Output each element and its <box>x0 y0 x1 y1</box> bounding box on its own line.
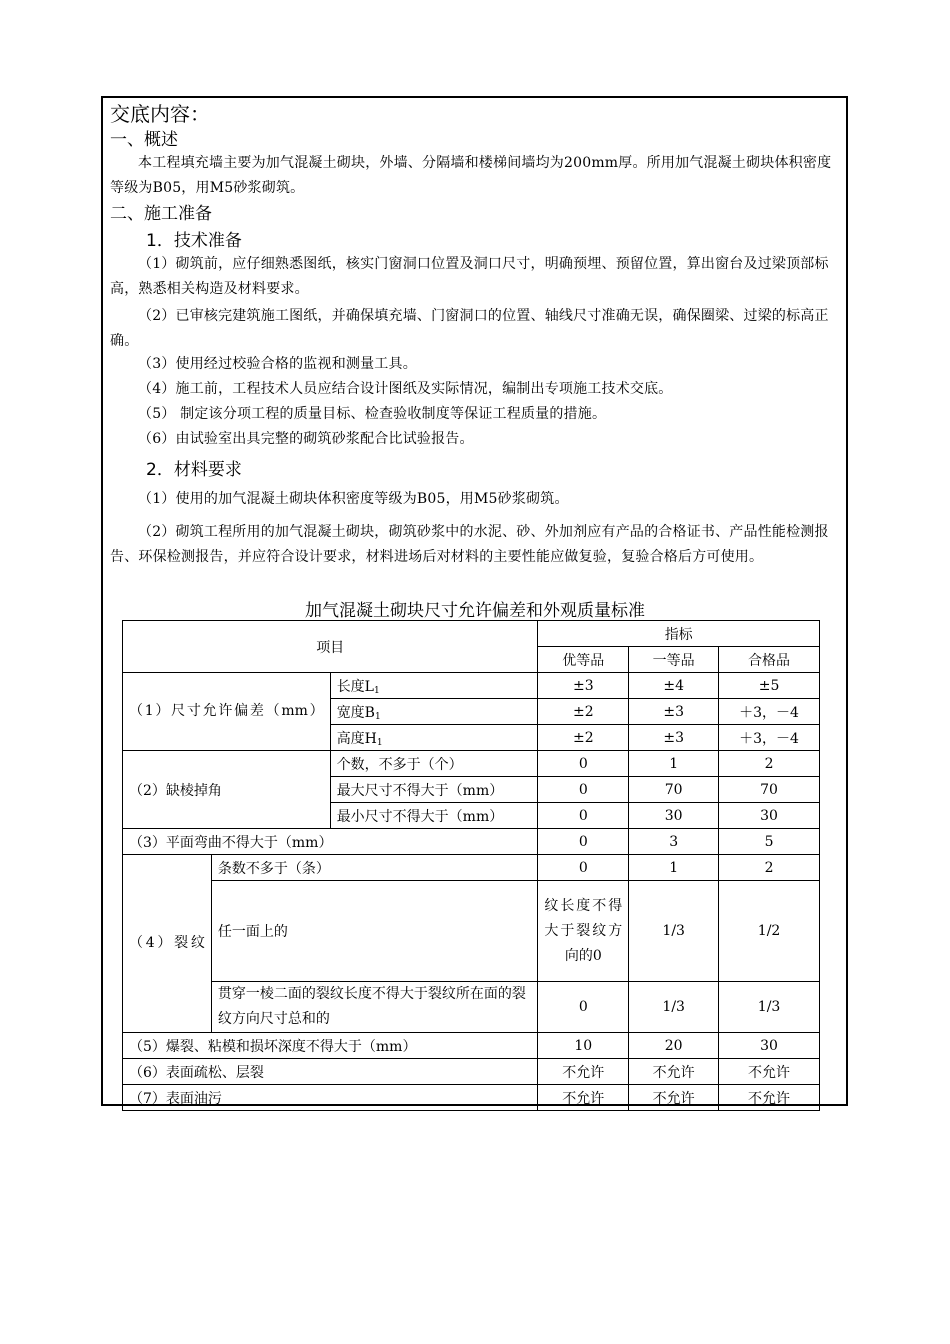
table-cell: 不允许 <box>538 1085 629 1111</box>
section1-title: 一、概述 <box>110 130 178 150</box>
material-title: 2．材料要求 <box>146 460 242 480</box>
tech-prep-title: 1．技术准备 <box>146 231 242 251</box>
table-cell: 0 <box>538 803 629 829</box>
header-label: 交底内容： <box>110 102 210 126</box>
tech-item-5: （5） 制定该分项工程的质量目标、检查验收制度等保证工程质量的措施。 <box>138 406 607 422</box>
table-row <box>123 673 820 699</box>
tech-item-6: （6）由试验室出具完整的砌筑砂浆配合比试验报告。 <box>138 431 474 447</box>
table-cell: 0 <box>538 777 629 803</box>
table-cell: 0 <box>538 855 629 881</box>
table-cell: 70 <box>629 777 719 803</box>
table-cell: 2 <box>719 751 820 777</box>
table-cell: 不允许 <box>629 1085 719 1111</box>
tech-item-2: （2）已审核完建筑施工图纸，并确保填充墙、门窗洞口的位置、轴线尺寸准确无误，确保圈梁、过梁的标高正确。 <box>110 308 829 349</box>
item-name: 最大尺寸不得大于（mm） <box>330 777 538 803</box>
item-name: （5）爆裂、粘模和损坏深度不得大于（mm） <box>123 1033 538 1059</box>
grade-first: 一等品 <box>629 647 719 673</box>
table-cell: ＋3，－4 <box>719 725 820 751</box>
tech-item-1: （1）砌筑前，应仔细熟悉图纸，核实门窗洞口位置及洞口尺寸，明确预埋、预留位置，算出窗台及过梁顶部标高，熟悉相关构造及材料要求。 <box>110 256 829 297</box>
table-cell: ±2 <box>538 725 629 751</box>
table-cell: ±3 <box>538 673 629 699</box>
table-cell: 1/3 <box>629 881 719 982</box>
table-cell: 30 <box>719 803 820 829</box>
table-cell: 3 <box>629 829 719 855</box>
item-name: 宽度$B_1$ <box>330 699 538 725</box>
item-name: 长度$L_1$ <box>330 673 538 699</box>
table-cell: 不允许 <box>719 1085 820 1111</box>
grade-qualified: 合格品 <box>719 647 820 673</box>
item-name: （6）表面疏松、层裂 <box>123 1059 538 1085</box>
group4-label: （4）裂纹 <box>123 855 212 1033</box>
item-name: （7）表面油污 <box>123 1085 538 1111</box>
table-cell: 不允许 <box>719 1059 820 1085</box>
table-cell: 1 <box>629 855 719 881</box>
table-cell: ±4 <box>629 673 719 699</box>
table-cell: 不允许 <box>629 1059 719 1085</box>
table-row <box>123 829 820 855</box>
item-name: 条数不多于（条） <box>211 855 537 881</box>
material-item-1: （1）使用的加气混凝土砌块体积密度等级为B05，用M5砂浆砌筑。 <box>138 491 569 507</box>
table-cell: 30 <box>629 803 719 829</box>
item-name: 贯穿一棱二面的裂纹长度不得大于裂纹所在面的裂纹方向尺寸总和的 <box>211 982 537 1033</box>
tech-item-3: （3）使用经过校验合格的监视和测量工具。 <box>138 356 417 372</box>
table-cell: 20 <box>629 1033 719 1059</box>
group2-label: （2）缺棱掉角 <box>123 751 331 829</box>
material-item-2: （2）砌筑工程所用的加气混凝土砌块，砌筑砂浆中的水泥、砂、外加剂应有产品的合格证书、产品性能检测报告、环保检测报告，并应符合设计要求，材料进场后对材料的主要性能应做复验，复验合格后方可使用。 <box>110 524 829 565</box>
header-index: 指标 <box>538 621 820 647</box>
table-cell: 10 <box>538 1033 629 1059</box>
quality-standard-table <box>122 620 820 1111</box>
table-row <box>123 1059 820 1085</box>
section1-paragraph: 本工程填充墙主要为加气混凝土砌块，外墙、分隔墙和楼梯间墙均为200mm厚。所用加气混凝土砌块体积密度等级为B05，用M5砂浆砌筑。 <box>110 155 832 196</box>
item-name: 个数，不多于（个） <box>330 751 538 777</box>
table-cell: 不允许 <box>538 1059 629 1085</box>
table-row <box>123 1033 820 1059</box>
table-cell: ±3 <box>629 699 719 725</box>
table-cell: ±3 <box>629 725 719 751</box>
table-cell: 纹长度不得大于裂纹方向的0 <box>538 881 629 982</box>
table-row <box>123 881 820 982</box>
item-name: 任一面上的 <box>211 881 537 982</box>
table-cell: 1/2 <box>719 881 820 982</box>
group1-label: （1）尺寸允许偏差（mm） <box>123 673 331 751</box>
section2-title: 二、施工准备 <box>110 204 212 224</box>
table-row <box>123 855 820 881</box>
table-cell: 1/3 <box>719 982 820 1033</box>
table-cell: 70 <box>719 777 820 803</box>
table-cell: 2 <box>719 855 820 881</box>
tech-item-4: （4）施工前，工程技术人员应结合设计图纸及实际情况，编制出专项施工技术交底。 <box>138 381 673 397</box>
table-cell: ±5 <box>719 673 820 699</box>
table-cell: 0 <box>538 829 629 855</box>
table-cell: ＋3，－4 <box>719 699 820 725</box>
table-cell: ±2 <box>538 699 629 725</box>
table-header-row <box>123 621 820 647</box>
table-row <box>123 1085 820 1111</box>
table-cell: 1 <box>629 751 719 777</box>
table-cell: 5 <box>719 829 820 855</box>
item-name: （3）平面弯曲不得大于（mm） <box>123 829 538 855</box>
grade-superior: 优等品 <box>538 647 629 673</box>
item-name: 高度$H_1$ <box>330 725 538 751</box>
table-row <box>123 751 820 777</box>
table-row <box>123 982 820 1033</box>
table-title: 加气混凝土砌块尺寸允许偏差和外观质量标准 <box>305 601 645 621</box>
table-cell: 30 <box>719 1033 820 1059</box>
table-cell: 1/3 <box>629 982 719 1033</box>
table-cell: 0 <box>538 751 629 777</box>
header-item: 项目 <box>123 621 538 673</box>
item-name: 最小尺寸不得大于（mm） <box>330 803 538 829</box>
table-cell: 0 <box>538 982 629 1033</box>
